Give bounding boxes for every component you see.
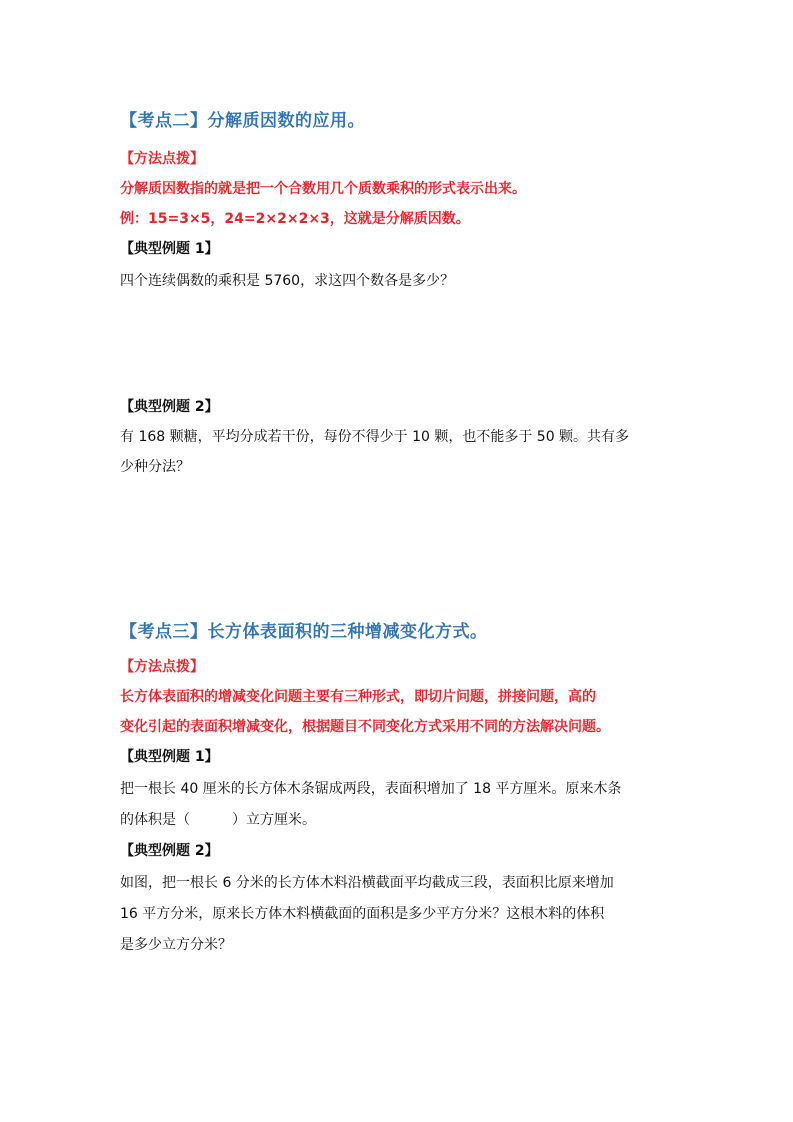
- section3-method-line2: 变化引起的表面积增减变化，根据题目不同变化方式采用不同的方法解决问题。: [120, 719, 610, 735]
- section3-ex2-line2: 16 平方分米，原来长方体木料横截面的面积是多少平方分米？这根木料的体积: [120, 906, 605, 922]
- section2-method-line1: 分解质因数指的就是把一个合数用几个质数乘积的形式表示出来。: [120, 181, 526, 197]
- section3-method-label: 【方法点拨】: [120, 659, 204, 675]
- section3-ex1-label: 【典型例题 1】: [120, 749, 219, 765]
- section2-title: 【考点二】分解质因数的应用。: [120, 111, 365, 131]
- section2-ex2-line2: 少种分法？: [120, 459, 190, 475]
- section2-ex2-label: 【典型例题 2】: [120, 399, 219, 415]
- section3-ex1-line1: 把一根长 40 厘米的长方体木条锯成两段，表面积增加了 18 平方厘米。原来木条: [120, 781, 622, 797]
- section2-method-line2: 例：15=3×5，24=2×2×2×3，这就是分解质因数。: [120, 211, 470, 227]
- section3-ex2-label: 【典型例题 2】: [120, 843, 219, 859]
- section3-title: 【考点三】长方体表面积的三种增减变化方式。: [120, 622, 488, 642]
- section3-ex2-line1: 如图，把一根长 6 分米的长方体木料沿横截面平均截成三段，表面积比原来增加: [120, 875, 614, 891]
- section3-ex2-line3: 是多少立方分米？: [120, 937, 232, 953]
- section2-ex1-text: 四个连续偶数的乘积是 5760，求这四个数各是多少？: [120, 273, 455, 289]
- section2-method-label: 【方法点拨】: [120, 151, 204, 167]
- section3-method-line1: 长方体表面积的增减变化问题主要有三种形式，即切片问题，拼接问题，高的: [120, 689, 596, 705]
- section3-ex1-line2: 的体积是（ ）立方厘米。: [120, 812, 316, 828]
- section2-ex2-line1: 有 168 颗糖，平均分成若干份，每份不得少于 10 颗，也不能多于 50 颗。共有多: [120, 429, 630, 445]
- section2-ex1-label: 【典型例题 1】: [120, 241, 219, 257]
